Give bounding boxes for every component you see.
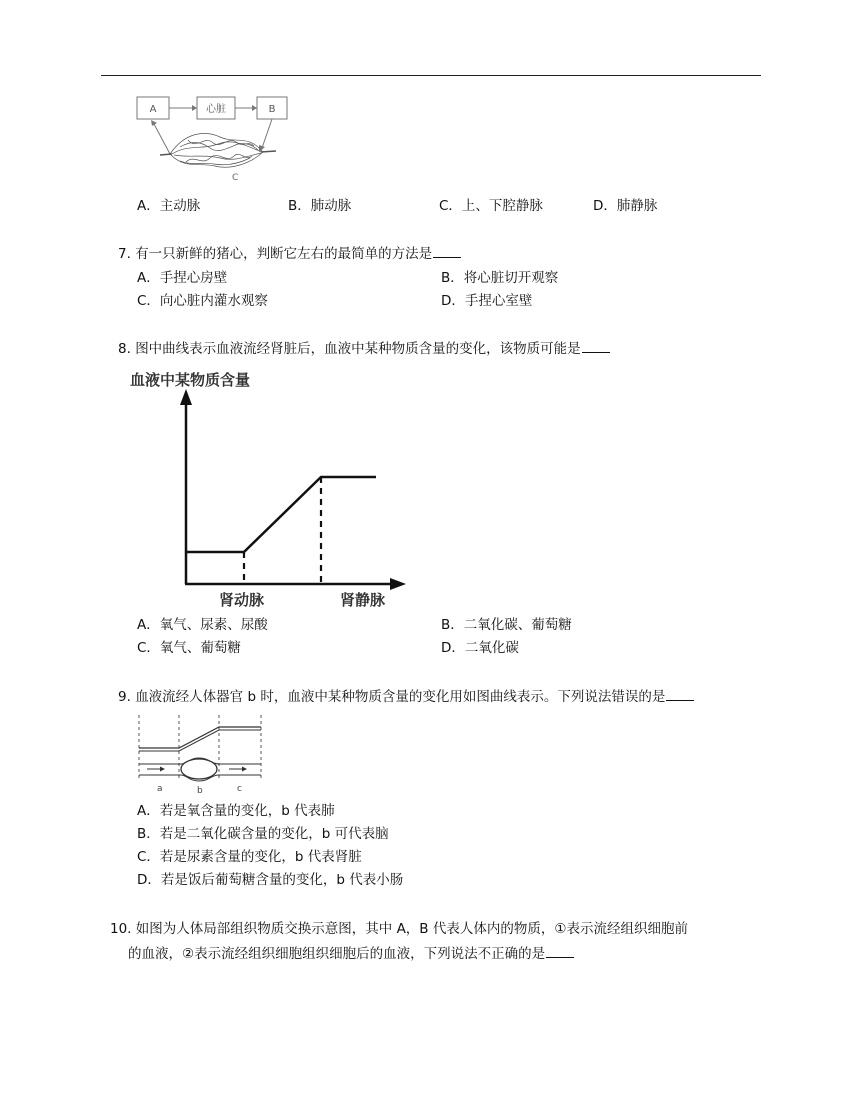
q9-answer-blank bbox=[666, 688, 694, 701]
circulation-diagram bbox=[130, 92, 300, 187]
q7-answer-blank bbox=[433, 245, 461, 258]
box-b-label: B bbox=[268, 104, 276, 115]
q9-option-d[interactable]: D．若是饭后葡萄糖含量的变化，b 代表小肠 bbox=[137, 872, 404, 888]
box-heart-label: 心脏 bbox=[206, 104, 226, 115]
chart-x-end-label: 肾静脉 bbox=[340, 591, 386, 609]
q9-stem-text: 血液流经人体器官 b 时，血液中某种物质含量的变化用如图曲线表示。下列说法错误的是 bbox=[135, 689, 666, 705]
q8-stem bbox=[118, 340, 610, 358]
q10-stem-line1 bbox=[110, 920, 688, 938]
label-c: c bbox=[237, 784, 242, 794]
q10-stem-line2 bbox=[128, 945, 574, 963]
organ-b-diagram bbox=[133, 713, 273, 795]
q7-option-a[interactable]: A．手捏心房壁 bbox=[137, 270, 228, 286]
box-a-label: A bbox=[149, 104, 157, 115]
label-c: C bbox=[232, 173, 239, 183]
kidney-curve-chart bbox=[128, 365, 418, 610]
organ-b-shape bbox=[181, 759, 217, 779]
q9-stem bbox=[118, 688, 694, 706]
chart-y-label: 血液中某物质含量 bbox=[130, 371, 251, 389]
q7-option-c[interactable]: C．向心脏内灌水观察 bbox=[137, 293, 268, 309]
q9-option-c[interactable]: C．若是尿素含量的变化，b 代表肾脏 bbox=[137, 849, 362, 865]
q10-stem-text-2: 的血液，②表示流经组织细胞组织细胞后的血液，下列说法不正确的是 bbox=[128, 946, 546, 962]
q8-number: 8. bbox=[118, 341, 131, 357]
label-a: a bbox=[157, 784, 163, 794]
q6-option-b[interactable]: B．肺动脉 bbox=[288, 198, 352, 214]
q9-option-b[interactable]: B．若是二氧化碳含量的变化，b 可代表脑 bbox=[137, 826, 389, 842]
q7-number: 7. bbox=[118, 246, 131, 262]
q9-option-a[interactable]: A．若是氧含量的变化，b 代表肺 bbox=[137, 803, 335, 819]
capillary-network bbox=[160, 133, 276, 167]
q7-option-b[interactable]: B．将心脏切开观察 bbox=[441, 270, 559, 286]
q8-option-c[interactable]: C．氧气、葡萄糖 bbox=[137, 640, 241, 656]
header-rule bbox=[101, 75, 761, 76]
chart-x-start-label: 肾动脉 bbox=[219, 591, 265, 609]
q8-answer-blank bbox=[582, 340, 610, 353]
label-b: b bbox=[197, 786, 203, 795]
q10-stem-text-1: 如图为人体局部组织物质交换示意图，其中 A，B 代表人体内的物质，①表示流经组织细胞前 bbox=[135, 921, 688, 937]
q10-number: 10. bbox=[110, 921, 132, 937]
q7-stem bbox=[118, 245, 461, 263]
q7-option-d[interactable]: D．手捏心室壁 bbox=[441, 293, 533, 309]
q6-option-c[interactable]: C．上、下腔静脉 bbox=[439, 198, 543, 214]
q6-option-a[interactable]: A．主动脉 bbox=[137, 198, 201, 214]
q10-answer-blank bbox=[546, 945, 574, 958]
q8-option-a[interactable]: A．氧气、尿素、尿酸 bbox=[137, 617, 268, 633]
q8-option-b[interactable]: B．二氧化碳、葡萄糖 bbox=[441, 617, 572, 633]
q6-option-d[interactable]: D．肺静脉 bbox=[593, 198, 658, 214]
q8-stem-text: 图中曲线表示血液流经肾脏后，血液中某种物质含量的变化，该物质可能是 bbox=[135, 341, 581, 357]
q7-stem-text: 有一只新鲜的猪心，判断它左右的最简单的方法是 bbox=[135, 246, 433, 262]
q8-option-d[interactable]: D．二氧化碳 bbox=[441, 640, 519, 656]
chart-curve bbox=[186, 477, 376, 552]
q9-number: 9. bbox=[118, 689, 131, 705]
